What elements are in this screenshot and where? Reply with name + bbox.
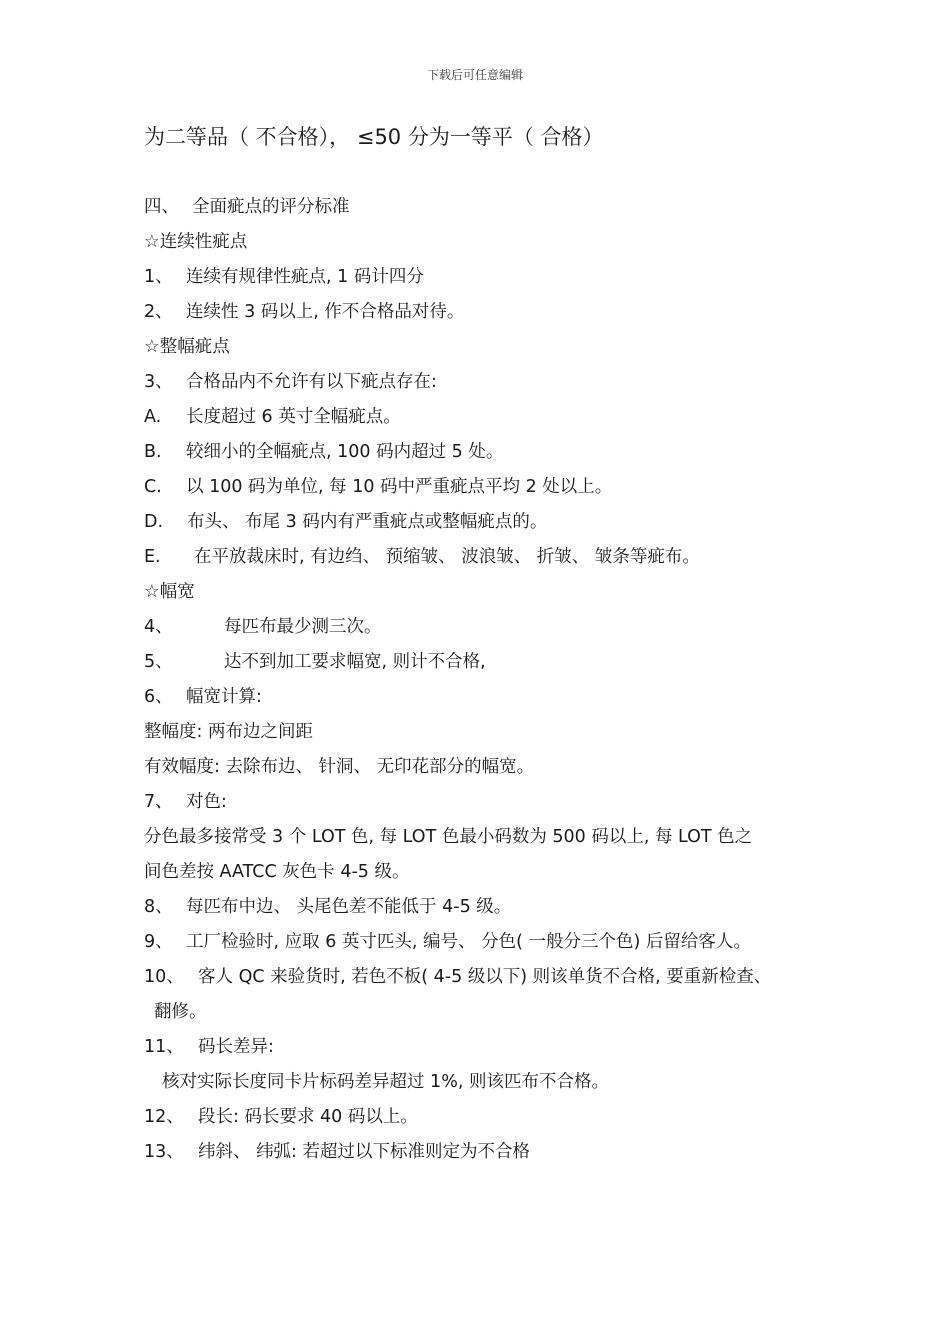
list-item-10: 10、 客人 QC 来验货时, 若色不板( 4-5 级以下) 则该单货不合格, 要重新检查、 (144, 967, 772, 987)
list-item-12: 12、 段长: 码长要求 40 码以上。 (144, 1107, 418, 1127)
list-item-10-continuation: 翻修。 (154, 1002, 207, 1022)
full-width-defects-heading: ☆整幅疵点 (144, 337, 230, 357)
list-item-2: 2、 连续性 3 码以上, 作不合格品对待。 (144, 302, 465, 322)
page-header-note: 下载后可任意编辑 (426, 68, 523, 82)
effective-width-definition: 有效幅度: 去除布边、 针洞、 无印花部分的幅宽。 (144, 757, 535, 777)
full-width-definition: 整幅度: 两布边之间距 (144, 722, 313, 742)
continuous-defects-heading: ☆连续性疵点 (144, 232, 248, 252)
list-item-8: 8、 每匹布中边、 头尾色差不能低于 4-5 级。 (144, 897, 512, 917)
width-heading: ☆幅宽 (144, 582, 195, 602)
sub-item-e: E. 在平放裁床时, 有边绉、 预缩皱、 波浪皱、 折皱、 皱条等疵布。 (144, 547, 700, 567)
intro-line: 为二等品（ 不合格）， ≤50 分为一等平（ 合格） (144, 125, 604, 149)
list-item-13: 13、 纬斜、 纬弧: 若超过以下标准则定为不合格 (144, 1142, 531, 1162)
list-item-7: 7、 对色: (144, 792, 227, 812)
list-item-11-detail: 核对实际长度同卡片标码差异超过 1%, 则该匹布不合格。 (162, 1072, 609, 1092)
sub-item-b: B. 较细小的全幅疵点, 100 码内超过 5 处。 (144, 442, 504, 462)
list-item-5: 5、 达不到加工要求幅宽, 则计不合格, (144, 652, 486, 672)
list-item-9: 9、 工厂检验时, 应取 6 英寸匹头, 编号、 分色( 一般分三个色) 后留给客人。 (144, 932, 751, 952)
list-item-6: 6、 幅宽计算: (144, 687, 262, 707)
sub-item-a: A. 长度超过 6 英寸全幅疵点。 (144, 407, 401, 427)
list-item-11: 11、 码长差异: (144, 1037, 274, 1057)
color-paragraph-line-1: 分色最多接常受 3 个 LOT 色, 每 LOT 色最小码数为 500 码以上, 每 LOT 色之 (144, 827, 753, 847)
list-item-1: 1、 连续有规律性疵点, 1 码计四分 (144, 267, 424, 287)
list-item-4: 4、 每匹布最少测三次。 (144, 617, 382, 637)
list-item-3: 3、 合格品内不允许有以下疵点存在: (144, 372, 437, 392)
color-paragraph-line-2: 间色差按 AATCC 灰色卡 4-5 级。 (144, 862, 410, 882)
section-title: 全面疵点的评分标准 (192, 197, 350, 217)
sub-item-d: D. 布头、 布尾 3 码内有严重疵点或整幅疵点的。 (144, 512, 548, 532)
section-heading (144, 194, 350, 220)
section-number: 四、 (144, 197, 179, 217)
sub-item-c: C. 以 100 码为单位, 每 10 码中严重疵点平均 2 处以上。 (144, 477, 613, 497)
